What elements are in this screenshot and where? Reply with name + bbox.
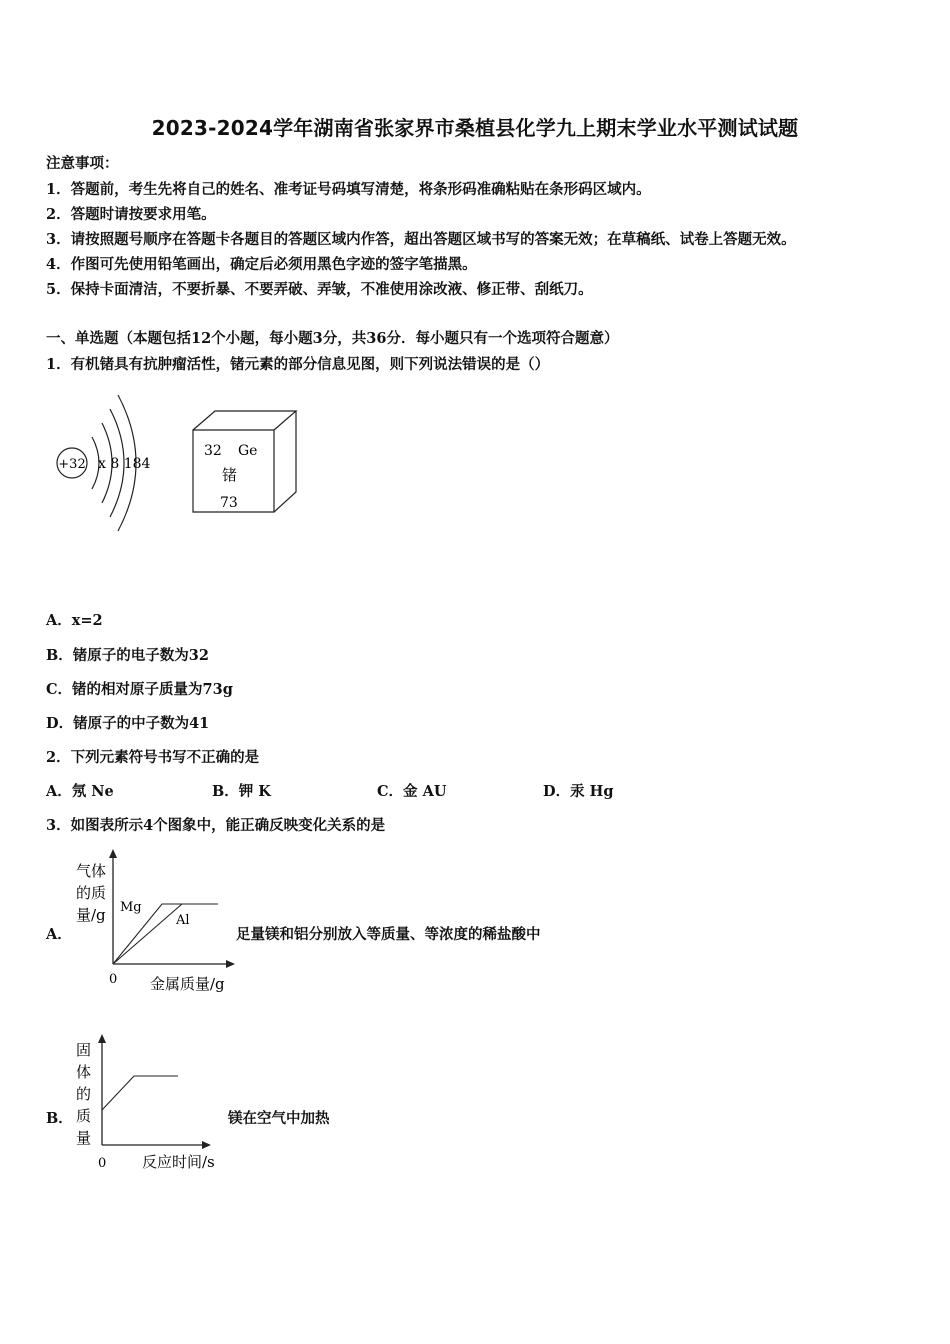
element-cell-box	[190, 408, 300, 516]
nucleus-charge: +32	[58, 457, 86, 472]
notice-item-5: 5．保持卡面清洁，不要折暴、不要弄破、弄皱，不准使用涂改液、修正带、刮纸刀。	[46, 281, 593, 298]
notice-heading: 注意事项：	[46, 155, 119, 172]
q3-option-b-desc: 镁在空气中加热	[228, 1110, 330, 1127]
notice-item-3: 3．请按照题号顺序在答题卡各题目的答题区域内作答，超出答题区域书写的答案无效；在草稿纸、试卷上答题无效。	[46, 231, 796, 248]
graph-a-x-arrow	[226, 960, 235, 968]
question-3-stem: 3．如图表所示4个图象中，能正确反映变化关系的是	[46, 817, 386, 834]
q2-option-b[interactable]: B．钾 K	[212, 783, 271, 800]
page-title: 2023-2024学年湖南省张家界市桑植县化学九上期末学业水平测试试题	[151, 116, 799, 140]
q2-option-d[interactable]: D．汞 Hg	[543, 783, 614, 800]
notice-item-1: 1．答题前，考生先将自己的姓名、准考证号码填写清楚，将条形码准确粘贴在条形码区域内。	[46, 181, 651, 198]
graph-a-y-arrow	[109, 849, 117, 858]
question-1-stem: 1．有机锗具有抗肿瘤活性，锗元素的部分信息见图，则下列说法错误的是（）	[46, 356, 550, 373]
graph-a-ylabel-2: 的质	[76, 884, 107, 902]
q2-option-a[interactable]: A．氖 Ne	[46, 783, 114, 800]
graph-a-ylabel-3: 量/g	[76, 906, 106, 924]
electron-shell-numbers: x 8 184	[98, 456, 151, 472]
graph-b-x-arrow	[202, 1141, 211, 1149]
graph-b-ylabel-5: 量	[76, 1129, 92, 1147]
graph-b-origin: 0	[98, 1156, 107, 1171]
graph-a-ylabel-1: 气体	[76, 862, 107, 880]
graph-a-origin: 0	[109, 972, 118, 987]
question-2-stem: 2．下列元素符号书写不正确的是	[46, 749, 260, 766]
graph-b-y-arrow	[98, 1034, 106, 1043]
q2-option-c[interactable]: C．金 AU	[377, 783, 447, 800]
atomic-mass: 73	[220, 495, 238, 511]
element-name: 锗	[222, 466, 238, 484]
graph-a-label-al: Al	[176, 913, 190, 928]
q3-graph-a	[70, 848, 235, 996]
q1-option-b[interactable]: B．锗原子的电子数为32	[46, 647, 209, 664]
graph-b-curve	[102, 1076, 178, 1110]
q1-option-a[interactable]: A．x=2	[46, 612, 103, 629]
q3-option-a-desc: 足量镁和铝分别放入等质量、等浓度的稀盐酸中	[236, 926, 541, 943]
atom-structure-diagram	[50, 385, 170, 540]
q3-option-a-letter[interactable]: A．	[46, 926, 72, 943]
graph-b-ylabel-2: 体	[76, 1063, 92, 1081]
graph-a-xlabel: 金属质量/g	[150, 975, 225, 993]
q3-graph-b	[70, 1030, 230, 1178]
graph-b-ylabel-3: 的	[76, 1085, 92, 1103]
q1-option-d[interactable]: D．锗原子的中子数为41	[46, 715, 210, 732]
graph-b-ylabel-4: 质	[76, 1107, 92, 1125]
graph-b-ylabel-1: 固	[76, 1041, 92, 1059]
atomic-number: 32	[204, 443, 222, 459]
graph-a-label-mg: Mg	[120, 900, 142, 915]
notice-item-4: 4．作图可先使用铅笔画出，确定后必须用黑色字迹的签字笔描黑。	[46, 256, 477, 273]
section-heading: 一、单选题（本题包括12个小题，每小题3分，共36分．每小题只有一个选项符合题意）	[46, 330, 619, 347]
q1-option-c[interactable]: C．锗的相对原子质量为73g	[46, 681, 233, 698]
element-symbol: Ge	[238, 443, 258, 459]
notice-item-2: 2．答题时请按要求用笔。	[46, 206, 216, 223]
graph-b-xlabel: 反应时间/s	[142, 1153, 215, 1171]
q3-option-b-letter[interactable]: B．	[46, 1110, 73, 1127]
